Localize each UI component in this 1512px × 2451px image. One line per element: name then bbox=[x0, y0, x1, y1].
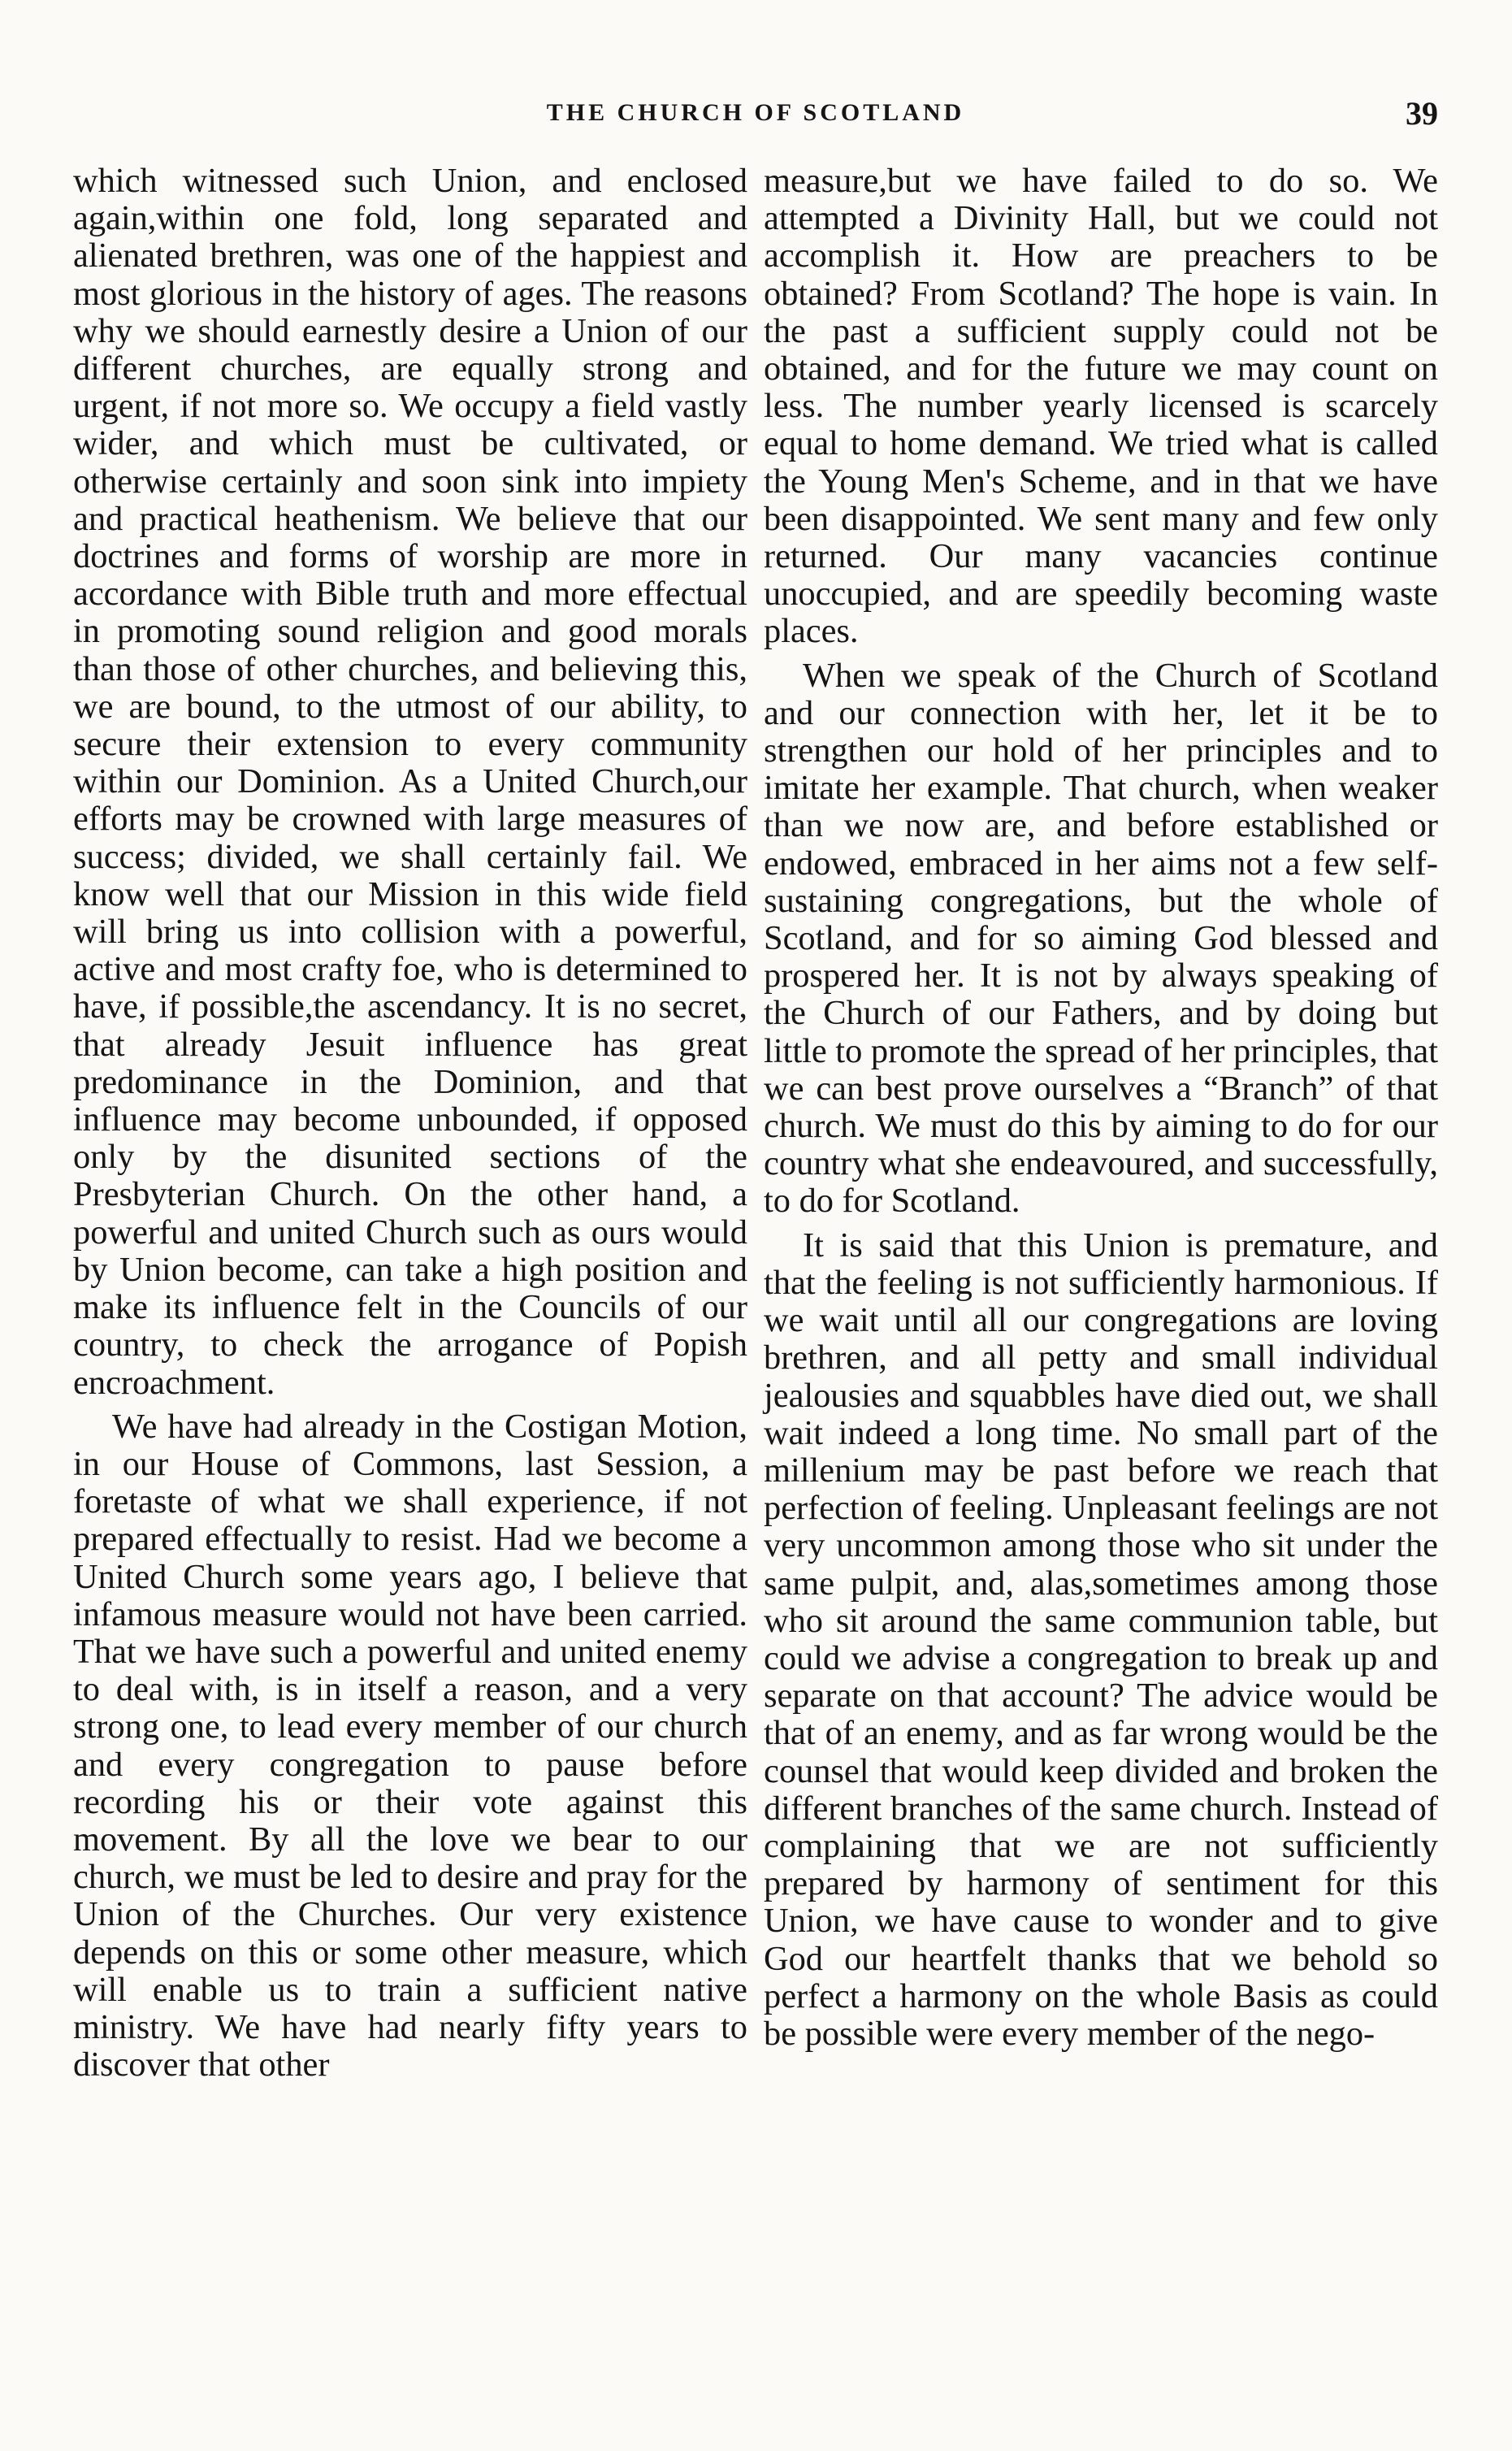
paragraph: measure,but we have failed to do so. We attempted a Divinity Hall, but we could not accomplish it. How are preachers to be obtained? From Scotland? The hope is vain. In the past a sufficient supply could not be obtained, and for the future we may count on less. The number yearly licensed is scarcely equal to home demand. We tried what is called the Young Men's Scheme, and in that we have been disappointed. We sent many and few only returned. Our many vacancies continue unoccupied, and are speedily becoming waste places. bbox=[764, 162, 1438, 651]
running-title: THE CHURCH OF SCOTLAND bbox=[546, 99, 965, 126]
paragraph: We have had already in the Costigan Motion, in our House of Commons, last Session, a foretaste of what we shall experience, if not prepared effectually to resist. Had we become a United Church some years ago, I believe that infamous measure would not have been carried. That we have such a powerful and united enemy to deal with, is in itself a reason, and a very strong one, to lead every member of our church and every congregation to pause before recording his or their vote against this movement. By all the love we bear to our church, we must be led to desire and pray for the Union of the Churches. Our very existence depends on this or some other measure, which will enable us to train a sufficient native ministry. We have had nearly fifty years to discover that other bbox=[73, 1407, 747, 2084]
left-column bbox=[73, 163, 747, 2084]
page-number: 39 bbox=[1406, 95, 1438, 132]
paragraph: which witnessed such Union, and enclosed again,within one fold, long separated and alienated brethren, was one of the happiest and most glorious in the history of ages. The reasons why we should earnestly desire a Union of our different churches, are equally strong and urgent, if not more so. We occupy a field vastly wider, and which must be cultivated, or otherwise certainly and soon sink into impiety and practical heathenism. We believe that our doctrines and forms of worship are more in accordance with Bible truth and more effectual in promoting sound religion and good morals than those of other churches, and believing this, we are bound, to the utmost of our ability, to secure their extension to every community within our Dominion. As a United Church,our efforts may be crowned with large measures of success; divided, we shall certainly fail. We know well that our Mission in this wide field will bring us into collision with a powerful, active and most crafty foe, who is determined to have, if possible,the ascendancy. It is no secret, that already Jesuit influence has great predominance in the Dominion, and that influence may become unbounded, if opposed only by the disunited sections of the Presbyterian Church. On the other hand, a powerful and united Church such as ours would by Union become, can take a high position and make its influence felt in the Councils of our country, to check the arrogance of Popish encroachment. bbox=[73, 162, 747, 1402]
running-head bbox=[73, 91, 1438, 140]
paragraph: It is said that this Union is premature, and that the feeling is not sufficiently harmonious. If we wait until all our congregations are loving brethren, and all petty and small individual jealousies and squabbles have died out, we shall wait indeed a long time. No small part of the millenium may be past before we reach that perfection of feeling. Unpleasant feelings are not very uncommon among those who sit under the same pulpit, and, alas,sometimes among those who sit around the same communion table, but could we advise a congregation to break up and separate on that account? The advice would be that of an enemy, and as far wrong would be the counsel that would keep divided and broken the different branches of the same church. Instead of complaining that we are not sufficiently prepared by harmony of sentiment for this Union, we have cause to wonder and to give God our heartfelt thanks that we behold so perfect a harmony on the whole Basis as could be possible were every member of the nego- bbox=[764, 1226, 1438, 2053]
paragraph: When we speak of the Church of Scotland and our connection with her, let it be to strengthen our hold of her principles and to imitate her example. That church, when weaker than we now are, and before established or endowed, embraced in her aims not a few self-sustaining congregations, but the whole of Scotland, and for so aiming God blessed and prospered her. It is not by always speaking of the Church of our Fathers, and by doing but little to promote the spread of her principles, that we can best prove ourselves a “Branch” of that church. We must do this by aiming to do for our country what she endeavoured, and successfully, to do for Scotland. bbox=[764, 656, 1438, 1221]
right-column bbox=[764, 163, 1438, 2053]
